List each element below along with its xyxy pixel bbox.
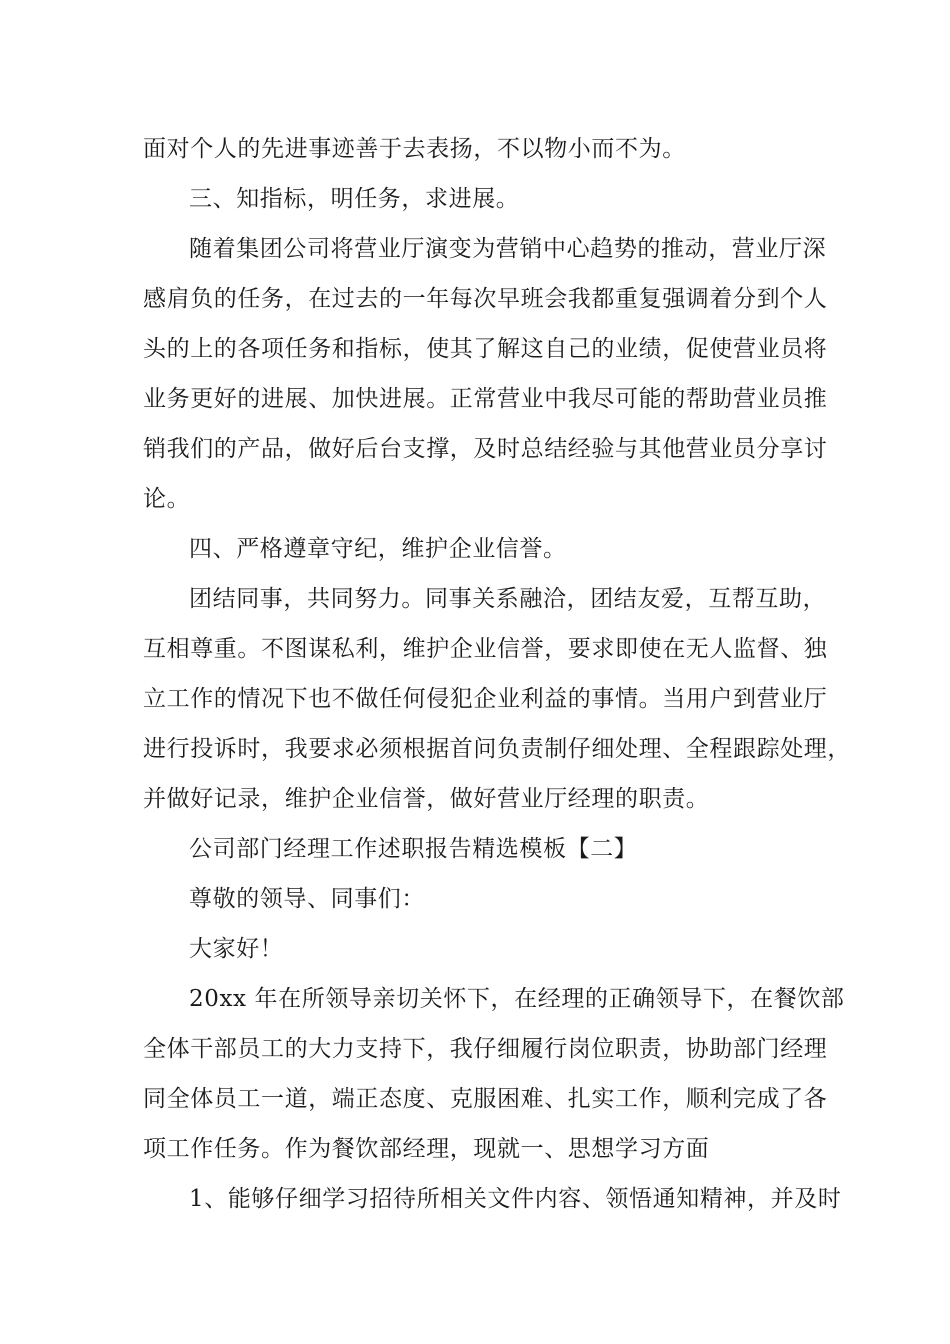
body-line: 销我们的产品，做好后台支撑，及时总结经验与其他营业员分享讨 bbox=[143, 436, 828, 462]
body-line: 头的上的各项任务和指标，使其了解这自己的业绩，促使营业员将 bbox=[143, 336, 828, 362]
body-line: 项工作任务。作为餐饮部经理，现就一、思想学习方面 bbox=[143, 1136, 710, 1162]
list-item: 1、能够仔细学习招待所相关文件内容、领悟通知精神，并及时 bbox=[189, 1186, 842, 1212]
body-line: 论。 bbox=[143, 486, 191, 512]
document-subtitle: 公司部门经理工作述职报告精选模板【二】 bbox=[189, 836, 638, 862]
body-line: 业务更好的进展、加快进展。正常营业中我尽可能的帮助营业员推 bbox=[143, 386, 828, 412]
body-line: 互相尊重。不图谋私利，维护企业信誉，要求即使在无人监督、独 bbox=[143, 636, 828, 662]
body-line: 立工作的情况下也不做任何侵犯企业利益的事情。当用户到营业厅 bbox=[143, 686, 828, 712]
section-heading: 四、严格遵章守纪，维护企业信誉。 bbox=[189, 536, 567, 562]
body-line: 同全体员工一道，端正态度、克服困难、扎实工作，顺利完成了各 bbox=[143, 1086, 828, 1112]
body-line: 20xx 年在所领导亲切关怀下，在经理的正确领导下，在餐饮部 bbox=[189, 986, 845, 1012]
body-line: 面对个人的先进事迹善于去表扬，不以物小而不为。 bbox=[143, 136, 686, 162]
salutation: 尊敬的领导、同事们： bbox=[189, 886, 425, 912]
body-line: 进行投诉时，我要求必须根据首问负责制仔细处理、全程跟踪处理， bbox=[143, 736, 851, 762]
body-line: 团结同事，共同努力。同事关系融洽，团结友爱，互帮互助， bbox=[189, 586, 827, 612]
body-line: 感肩负的任务，在过去的一年每次早班会我都重复强调着分到个人 bbox=[143, 286, 828, 312]
greeting: 大家好！ bbox=[189, 936, 284, 962]
body-line: 全体干部员工的大力支持下，我仔细履行岗位职责，协助部门经理 bbox=[143, 1036, 828, 1062]
section-heading: 三、知指标，明任务，求进展。 bbox=[189, 186, 520, 212]
body-line: 随着集团公司将营业厅演变为营销中心趋势的推动，营业厅深 bbox=[189, 236, 827, 262]
body-line: 并做好记录，维护企业信誉，做好营业厅经理的职责。 bbox=[143, 786, 710, 812]
